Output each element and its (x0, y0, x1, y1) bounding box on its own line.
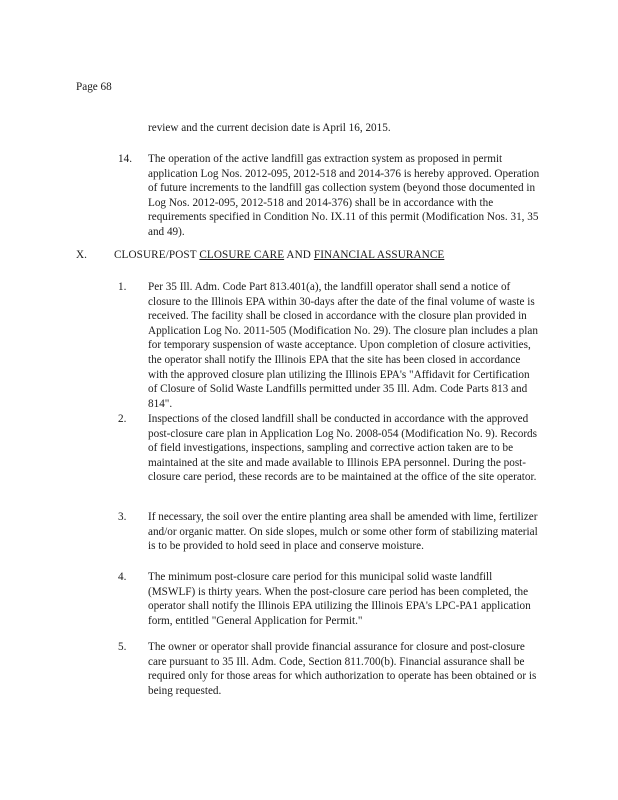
condition-14-text: The operation of the active landfill gas extraction system as proposed in permit application Log Nos. 2012-095, 2012-518 and 2014-376 is hereby approved. Operation of future increments to the landfill gas collection system (beyond those documented in Log Nos. 2012-095, 2012-518 and 2014-376) shall be in accordance with the requirements specified in Condition No. IX.11 of this permit (Modification Nos. 31, 35 and 49). (148, 153, 540, 238)
section-number: X. (76, 249, 87, 261)
item-1-text: Per 35 Ill. Adm. Code Part 813.401(a), the landfill operator shall send a notice of closure to the Illinois EPA within 30-days after the date of the final volume of waste is received. The facility shall be closed in accordance with the closure plan provided in Application Log No. 2011-505 (Modification No. 29). The closure plan includes a plan for temporary suspension of waste acceptance. Upon completion of closure activities, the operator shall notify the Illinois EPA that the site has been closed in accordance with the approved closure plan utilizing the Illinois EPA's "Affidavit for Certification of Closure of Solid Waste Landfills permitted under 35 Ill. Adm. Code Parts 813 and 814". (148, 281, 538, 410)
item-5-text: The owner or operator shall provide financial assurance for closure and post-closure care pursuant to 35 Ill. Adm. Code, Section 811.700(b). Financial assurance shall be required only for those areas for which authorization to operate has been obtained or is being requested. (148, 641, 537, 697)
item-3-text: If necessary, the soil over the entire planting area shall be amended with lime, fertilizer and/or organic matter. On side slopes, mulch or some other form of stabilizing material is to be provided to hold seed in place and conserve moisture. (148, 511, 538, 553)
page-number-header: Page 68 (76, 81, 112, 93)
condition-14-number: 14. (118, 153, 132, 165)
section-title-part-1: CLOSURE/POST (114, 249, 200, 261)
item-5-number: 5. (118, 641, 127, 653)
item-4-text: The minimum post-closure care period for this municipal solid waste landfill (MSWLF) is thirty years. When the post-closure care period has been completed, the operator shall notify the Illinois EPA utilizing the Illinois EPA's LPC-PA1 application form, entitled "General Application for Permit." (148, 571, 531, 627)
item-1-number: 1. (118, 281, 127, 293)
item-2-text: Inspections of the closed landfill shall be conducted in accordance with the approved post-closure care plan in Application Log No. 2008-054 (Modification No. 9). Records of field investigations, inspections, sampling and corrective action taken are to be maintained at the site and made available to Illinois EPA personnel. During the post-closure care period, these records are to be maintained at the office of the site operator. (148, 413, 537, 484)
item-3-number: 3. (118, 511, 127, 523)
continuation-text: review and the current decision date is April 16, 2015. (148, 122, 391, 134)
section-title-part-3: AND (284, 249, 314, 261)
section-title-part-2: CLOSURE CARE (199, 249, 285, 261)
item-2-number: 2. (118, 413, 127, 425)
item-4-number: 4. (118, 571, 127, 583)
section-title (114, 248, 444, 263)
section-title-part-4: FINANCIAL ASSURANCE (313, 249, 445, 261)
